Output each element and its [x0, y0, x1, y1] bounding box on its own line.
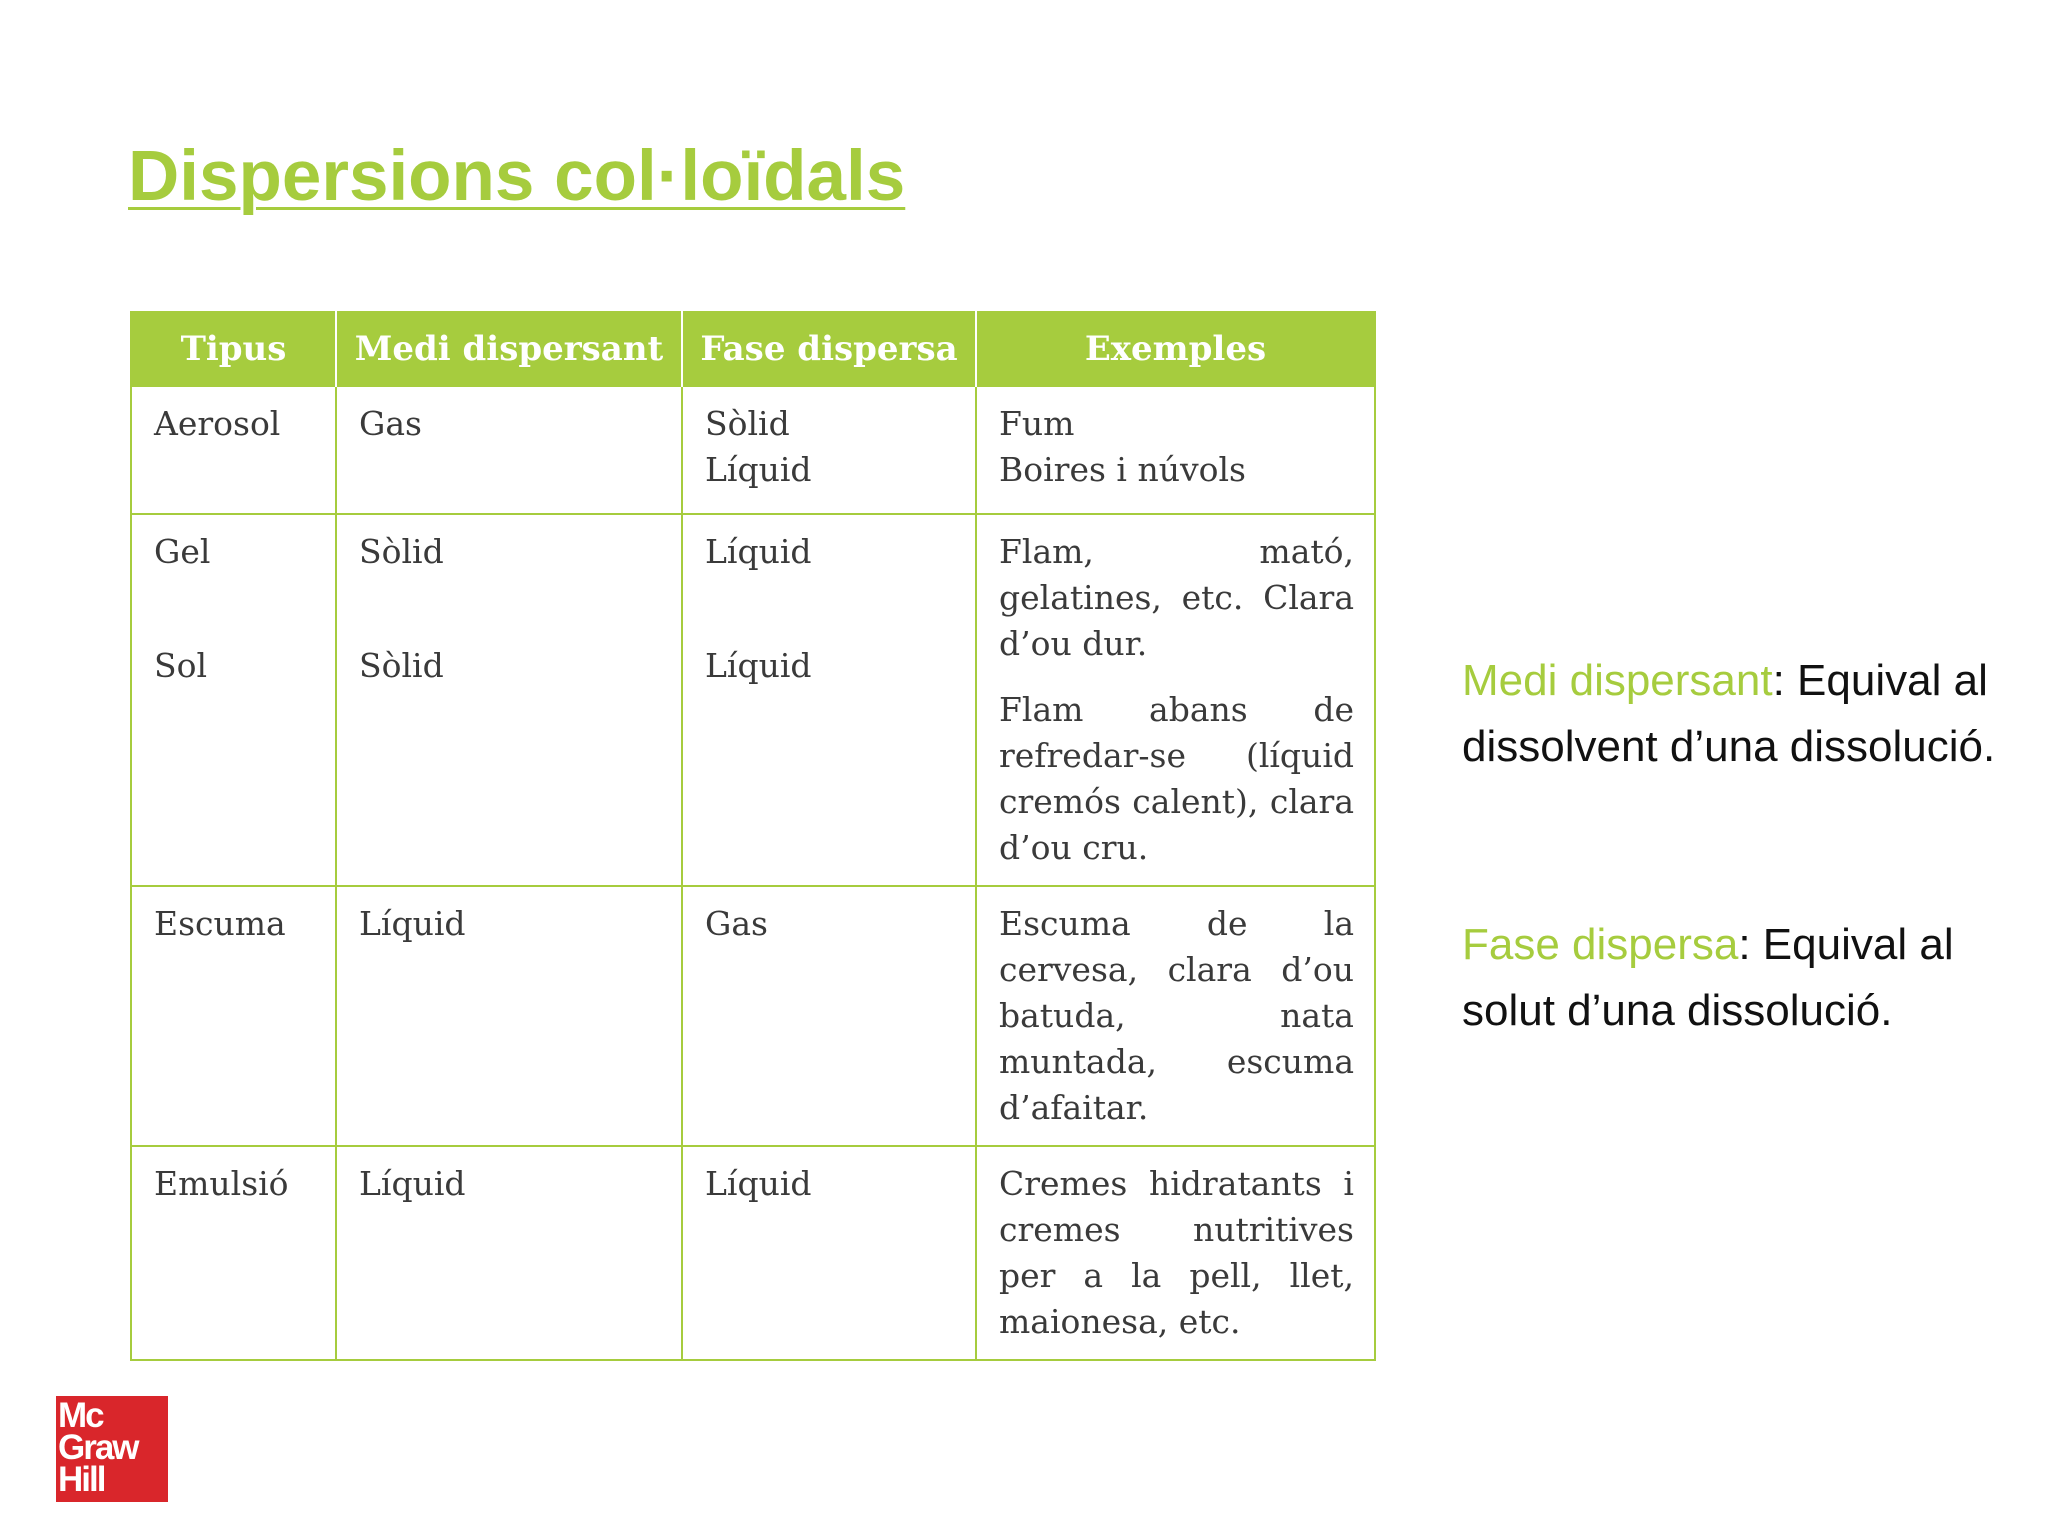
header-exemples: Exemples [976, 312, 1375, 386]
table-header-row [131, 312, 1375, 386]
cell-exemples [976, 386, 1375, 514]
table-row [131, 886, 1375, 1146]
note-fase-dispersa [1462, 912, 2022, 1044]
cell-fase: Gas [682, 886, 976, 1146]
note-fase-term: Fase dispersa [1462, 920, 1739, 969]
note-medi-term: Medi dispersant [1462, 656, 1773, 705]
note-fase-definition: : Equival al solut d’una dissolució. [1462, 920, 1954, 1035]
cell-tipus: Emulsió [131, 1146, 336, 1360]
logo-line: Graw [58, 1428, 138, 1467]
cell-medi: Gas [336, 386, 682, 514]
cell-tipus-line: Gel [154, 532, 211, 571]
cell-exemples: Escuma de la cervesa, clara d’ou batuda, nata muntada, escuma d’afaitar. [976, 886, 1375, 1146]
cell-tipus: Escuma [131, 886, 336, 1146]
note-medi-dispersant [1462, 648, 2022, 780]
table-row [131, 1146, 1375, 1360]
logo-line: Mc [58, 1396, 103, 1435]
cell-tipus-line: Sol [154, 646, 208, 685]
cell-fase [682, 514, 976, 886]
cell-medi: Líquid [336, 886, 682, 1146]
cell-medi [336, 514, 682, 886]
cell-exemples: Cremes hidratants i cremes nutritives per a la pell, llet, maionesa, etc. [976, 1146, 1375, 1360]
logo-line: Hill [58, 1460, 105, 1499]
table-row [131, 514, 1375, 886]
cell-fase-line: Sòlid [705, 404, 790, 443]
header-fase-dispersa: Fase dispersa [682, 312, 976, 386]
cell-exemples [976, 514, 1375, 886]
mcgraw-hill-logo [56, 1396, 168, 1502]
cell-fase-line: Líquid [705, 532, 812, 571]
cell-fase-line: Líquid [705, 450, 812, 489]
cell-exemples-line: Fum [999, 404, 1075, 443]
cell-tipus: Aerosol [131, 386, 336, 514]
cell-tipus [131, 514, 336, 886]
note-medi-definition: : Equival al dissolvent d’una dissolució. [1462, 656, 1996, 771]
cell-fase: Líquid [682, 1146, 976, 1360]
cell-medi-line: Sòlid [359, 646, 444, 685]
slide-title: Dispersions col·loïdals [128, 137, 906, 216]
cell-medi-line: Sòlid [359, 532, 444, 571]
colloids-table [130, 311, 1376, 1361]
header-tipus: Tipus [131, 312, 336, 386]
cell-medi: Líquid [336, 1146, 682, 1360]
cell-exemples-line: Flam, mató, gelatines, etc. Clara d’ou dur. [999, 532, 1354, 663]
table-row [131, 386, 1375, 514]
cell-fase-line: Líquid [705, 646, 812, 685]
cell-exemples-line: Boires i núvols [999, 450, 1246, 489]
cell-exemples-line: Flam abans de refredar-se (líquid cremós calent), clara d’ou cru. [999, 690, 1354, 867]
cell-fase [682, 386, 976, 514]
header-medi-dispersant: Medi dispersant [336, 312, 682, 386]
